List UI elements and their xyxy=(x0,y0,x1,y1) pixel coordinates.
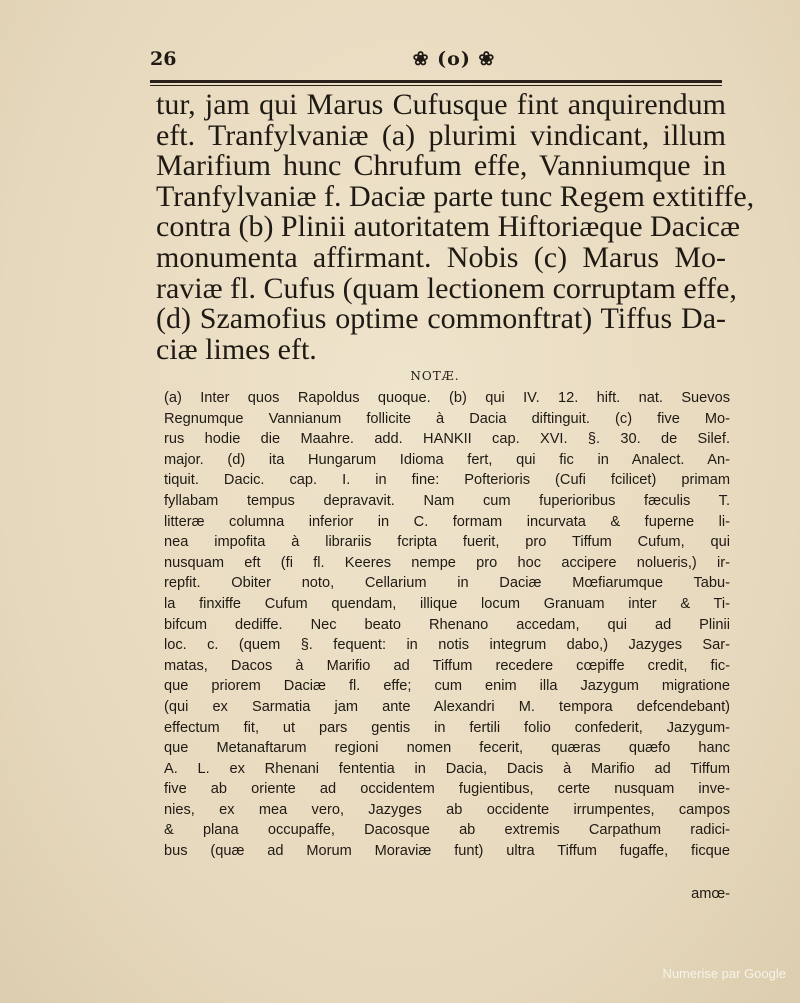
note-line: A. L. ex Rhenani fententia in Dacia, Dacis à Marifio ad Tiffum xyxy=(164,760,730,777)
main-text-line: ciæ limes eft. xyxy=(156,332,317,366)
note-line: rus hodie die Maahre. add. HANKII cap. XVI. §. 30. de Silef. xyxy=(164,431,730,448)
note-line: repfit. Obiter noto, Cellarium in Daciæ Mœfiarumque Tabu- xyxy=(164,575,730,592)
note-line: (a) Inter quos Rapoldus quoque. (b) qui IV. 12. hift. nat. Suevos xyxy=(164,390,730,406)
main-text-line: Marifium hunc Chrufum effe, Vanniumque in xyxy=(156,149,726,183)
note-line: bus (quæ ad Morum Moraviæ funt) ultra Tiffum fugaffe, ficque xyxy=(164,843,730,860)
note-line: que Metanaftarum regioni nomen fecerit, quæras quæfo hanc xyxy=(164,740,730,757)
notes xyxy=(164,388,730,862)
header-rule-thin xyxy=(150,85,722,86)
main-text-line: (d) Szamofius optime commonftrat) Tiffus Da- xyxy=(156,302,726,336)
note-line: tiquit. Dacic. cap. I. in fine: Pofterioris (Cufi fcilicet) primam xyxy=(164,472,730,489)
note-line: litteræ columna inferior in C. formam incurvata & fuperne li- xyxy=(164,513,730,530)
main-text-line: eft. Tranfylvaniæ (a) plurimi vindicant, illum xyxy=(156,118,726,152)
page-number: 26 xyxy=(150,48,177,70)
note-line: (qui ex Sarmatia jam ante Alexandri M. tempora defcendebant) xyxy=(164,698,730,715)
header-rule xyxy=(150,80,722,83)
note-line: effectum fit, ut pars gentis in fertili folio confederit, Jazygum- xyxy=(164,719,730,736)
main-text xyxy=(156,88,755,366)
note-line: fyllabam tempus depravavit. Nam cum fuperioribus fæculis T. xyxy=(164,492,730,509)
note-line: bifcum dediffe. Nec beato Rhenano accedam, qui ad Plinii xyxy=(164,616,730,633)
note-line: nea impofita à librariis fcripta fuerit, pro Tiffum Cufum, qui xyxy=(164,534,730,551)
catchword: amœ- xyxy=(691,886,730,902)
main-text-line: Tranfylvaniæ f. Daciæ parte tunc Regem extitiffe, xyxy=(156,179,755,213)
note-line: que priorem Daciæ fl. effe; cum enim illa Jazygum migratione xyxy=(164,678,730,695)
header-ornament: ❀ (o) ❀ xyxy=(412,48,496,70)
main-text-line: monumenta affirmant. Nobis (c) Marus Mo- xyxy=(156,240,726,274)
note-line: & plana occupaffe, Dacosque ab extremis Carpathum radici- xyxy=(164,822,730,839)
main-text-line: tur, jam qui Marus Cufusque fint anquirendum xyxy=(156,88,726,121)
note-line: major. (d) ita Hungarum Idioma fert, qui fic in Analect. An- xyxy=(164,451,730,468)
note-line: five ab oriente ad occidentem fugientibus, certe nusquam inve- xyxy=(164,781,730,798)
watermark: Numerise par Google xyxy=(662,966,786,981)
note-line: nusquam eft (fi fl. Keeres nempe pro hoc accipere nolueris,) ir- xyxy=(164,554,730,571)
note-line: Regnumque Vannianum follicite à Dacia diftinguit. (c) five Mo- xyxy=(164,410,730,427)
note-line: nies, ex mea vero, Jazyges ab occidente irrumpentes, campos xyxy=(164,801,730,818)
note-line: loc. c. (quem §. fequent: in notis integrum dabo,) Jazyges Sar- xyxy=(164,637,730,654)
main-text-line: contra (b) Plinii autoritatem Hiftoriæque Dacicæ xyxy=(156,210,741,244)
main-text-line: raviæ fl. Cufus (quam lectionem corruptam effe, xyxy=(156,271,737,305)
page-header xyxy=(150,48,720,78)
notes-heading: NOTÆ. xyxy=(410,369,460,383)
note-line: matas, Dacos à Marifio ad Tiffum recedere cœpiffe credit, fic- xyxy=(164,657,730,674)
note-line: la finxiffe Cufum quendam, illique locum Granuam inter & Ti- xyxy=(164,595,730,612)
